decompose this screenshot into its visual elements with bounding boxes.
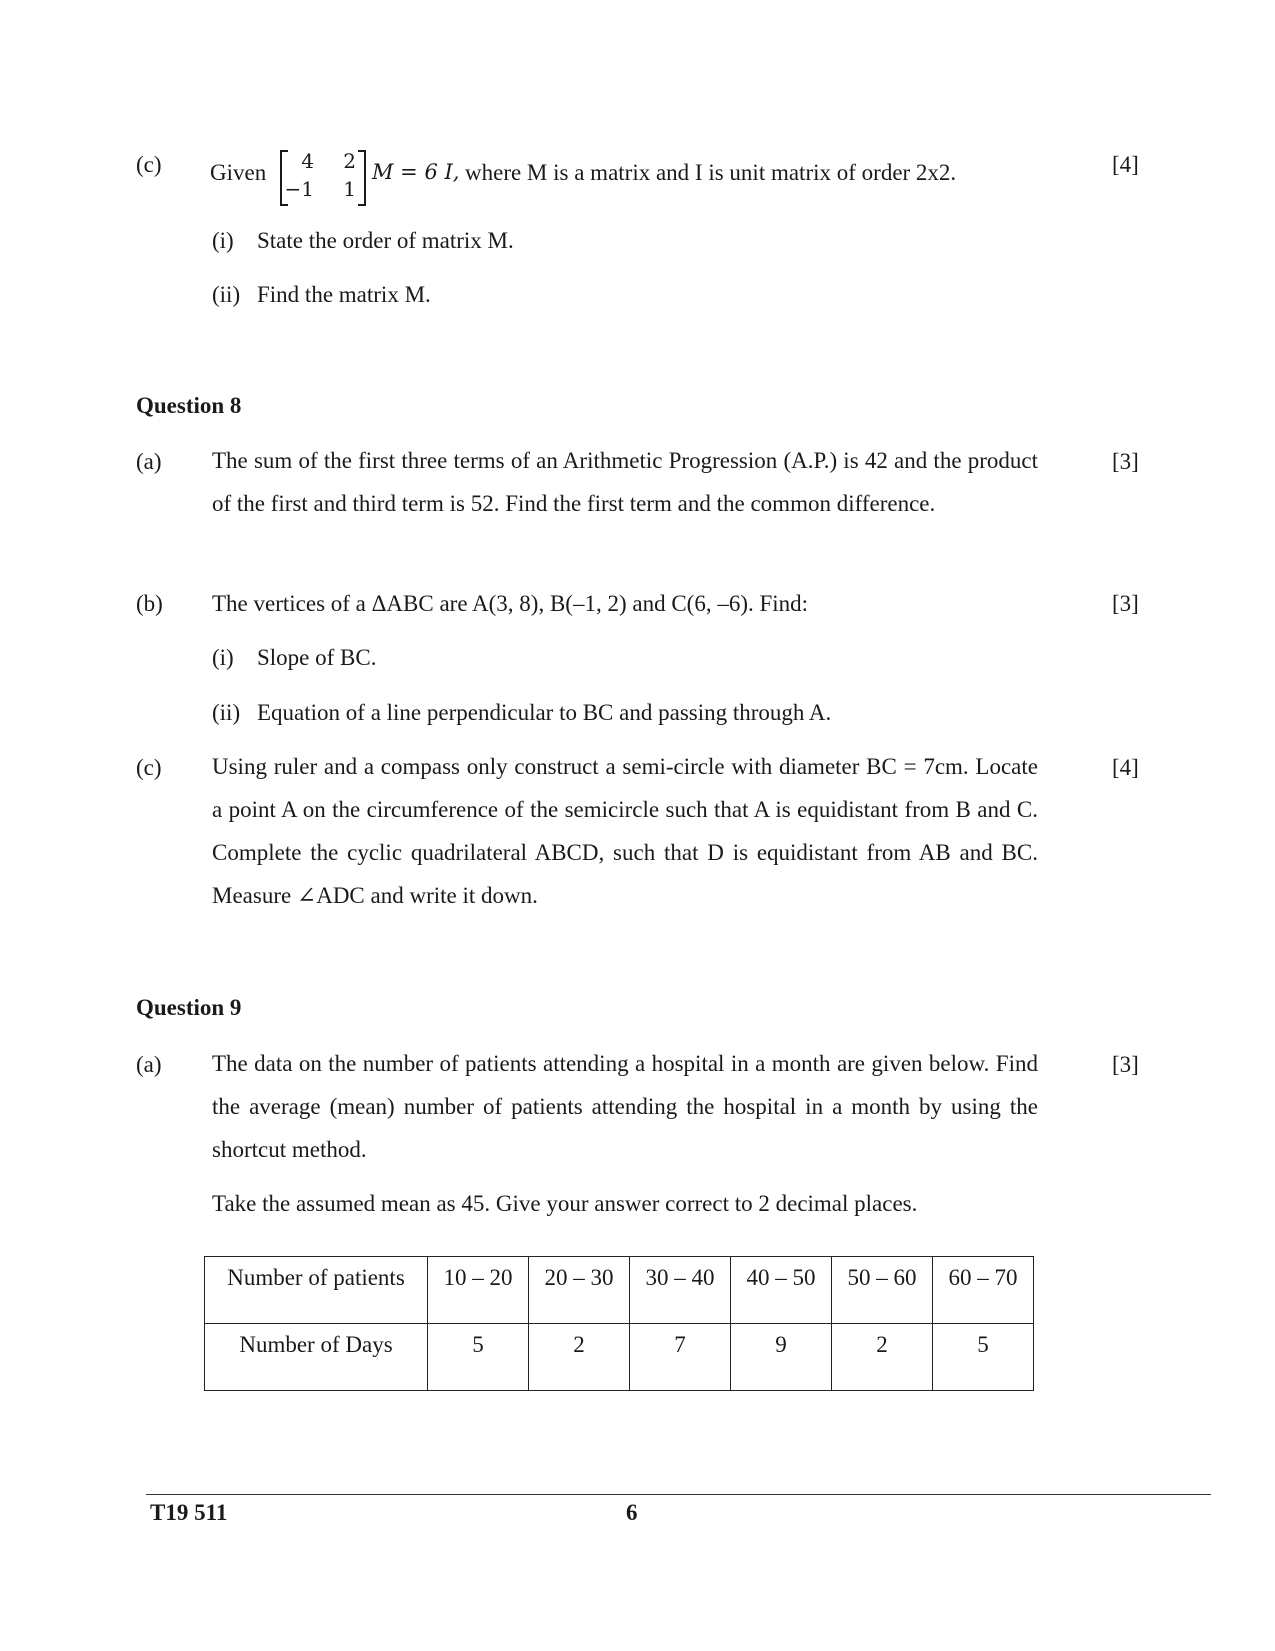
- q9a-note: Take the assumed mean as 45. Give your answer correct to 2 decimal places.: [212, 1191, 918, 1216]
- q8c-marks: [4]: [1112, 755, 1139, 780]
- class-interval: 10 – 20: [428, 1257, 529, 1324]
- q9a-text: The data on the number of patients attending a hospital in a month are given below. Find the average (mean) number of patients attending the hospital in a month by using the shortcut method.: [212, 1051, 1038, 1162]
- row-header-patients: Number of patients: [205, 1257, 428, 1324]
- q7c-equation: M = 6 I,: [372, 160, 460, 184]
- q8a-marks: [3]: [1112, 449, 1139, 474]
- row-header-days: Number of Days: [205, 1324, 428, 1391]
- class-interval: 50 – 60: [832, 1257, 933, 1324]
- paper-code: T19 511: [150, 1500, 228, 1525]
- q8b-label: (b): [136, 591, 163, 616]
- matrix-a12: 2: [343, 149, 356, 173]
- q8a-label: (a): [136, 449, 162, 474]
- q8b-part-i-text: Slope of BC.: [257, 645, 377, 670]
- class-interval: 40 – 50: [731, 1257, 832, 1324]
- matrix-a22: 1: [343, 177, 356, 201]
- table-row-days: [205, 1324, 1034, 1391]
- q8b-part-ii-text: Equation of a line perpendicular to BC and passing through A.: [257, 700, 832, 725]
- q9a-marks: [3]: [1112, 1052, 1139, 1077]
- q8a-text: The sum of the first three terms of an Arithmetic Progression (A.P.) is 42 and the product of the first and third term is 52. Find the first term and the common difference.: [212, 448, 1038, 516]
- q8b-part-i-num: (i): [212, 645, 234, 670]
- q7c-label: (c): [136, 152, 162, 177]
- day-count: 2: [529, 1324, 630, 1391]
- question-9-heading: Question 9: [136, 995, 242, 1020]
- q8b-part-ii-num: (ii): [212, 700, 241, 725]
- q7c-given: Given: [210, 160, 267, 185]
- q7c-matrix: [280, 148, 366, 206]
- q8b-text: The vertices of a ΔABC are A(3, 8), B(–1, 2) and C(6, –6). Find:: [212, 591, 809, 616]
- q7c-part-ii-num: (ii): [212, 282, 241, 307]
- table-row-patients: [205, 1257, 1034, 1324]
- patients-frequency-table: [204, 1256, 1034, 1391]
- day-count: 9: [731, 1324, 832, 1391]
- q7c-part-ii-text: Find the matrix M.: [257, 282, 431, 307]
- q7c-statement: where M is a matrix and I is unit matrix of order 2x2.: [465, 160, 957, 185]
- day-count: 5: [933, 1324, 1034, 1391]
- matrix-a21: −1: [284, 177, 314, 201]
- day-count: 2: [832, 1324, 933, 1391]
- footer-divider: [146, 1494, 1211, 1495]
- q8c-label: (c): [136, 755, 162, 780]
- q7c-marks: [4]: [1112, 152, 1139, 177]
- q7c-part-i-text: State the order of matrix M.: [257, 228, 514, 253]
- day-count: 5: [428, 1324, 529, 1391]
- class-interval: 20 – 30: [529, 1257, 630, 1324]
- page-number: 6: [626, 1500, 638, 1525]
- q8c-text: Using ruler and a compass only construct a semi-circle with diameter BC = 7cm. Locate a point A on the circumference of the semicircle such that A is equidistant from B and C. Complete the cyclic quadrilateral ABCD, such that D is equidistant from AB and BC. Measure ∠ADC and write it down.: [212, 754, 1038, 908]
- class-interval: 60 – 70: [933, 1257, 1034, 1324]
- question-8-heading: Question 8: [136, 393, 242, 418]
- matrix-right-bracket: [358, 150, 366, 206]
- day-count: 7: [630, 1324, 731, 1391]
- class-interval: 30 – 40: [630, 1257, 731, 1324]
- q7c-part-i-num: (i): [212, 228, 234, 253]
- matrix-a11: 4: [301, 149, 314, 173]
- q9a-label: (a): [136, 1052, 162, 1077]
- q8b-marks: [3]: [1112, 591, 1139, 616]
